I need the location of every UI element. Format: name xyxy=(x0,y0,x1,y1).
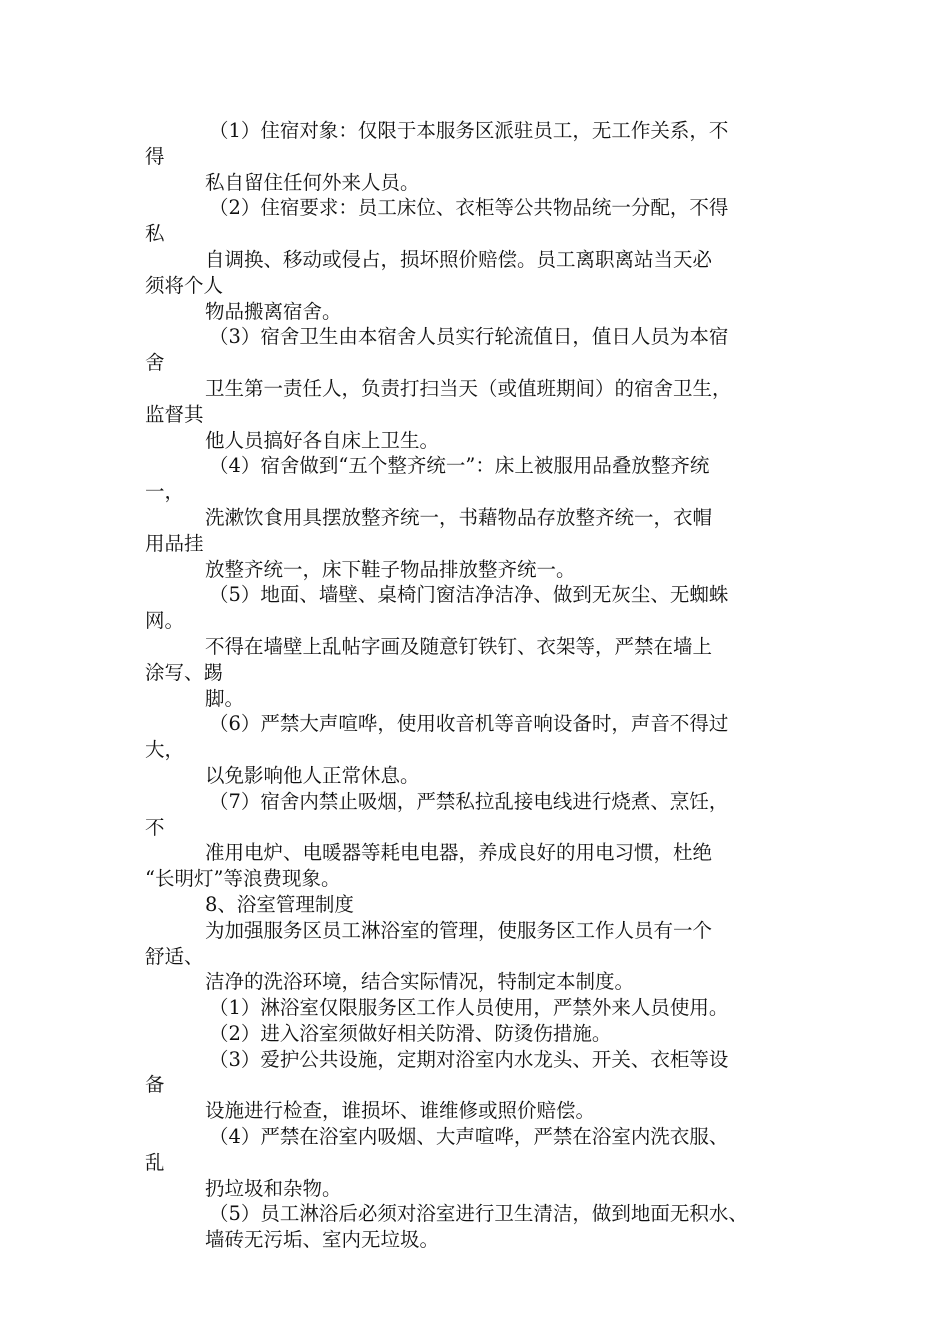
text-line: 为加强服务区员工淋浴室的管理，使服务区工作人员有一个 xyxy=(205,918,713,942)
text-line: （6）严禁大声喧哗，使用收音机等音响设备时，声音不得过 xyxy=(209,712,729,736)
text-line: 扔垃圾和杂物。 xyxy=(205,1176,342,1200)
text-line: 监督其 xyxy=(145,402,204,426)
text-line: 墙砖无污垢、室内无垃圾。 xyxy=(205,1228,440,1252)
text-line: 舍 xyxy=(145,351,165,375)
text-line: （5）地面、墙壁、桌椅门窗洁净洁净、做到无灰尘、无蜘蛛 xyxy=(209,583,729,607)
text-line: 私 xyxy=(145,222,165,246)
text-line: 8、浴室管理制度 xyxy=(205,892,354,916)
text-line: 不 xyxy=(145,815,165,839)
text-line: （1）住宿对象：仅限于本服务区派驻员工，无工作关系，不 xyxy=(209,119,729,142)
text-line: 设施进行检查，谁损坏、谁维修或照价赔偿。 xyxy=(205,1099,596,1123)
text-line: 自调换、移动或侵占，损坏照价赔偿。员工离职离站当天必 xyxy=(205,247,713,271)
text-line: （2）住宿要求：员工床位、衣柜等公共物品统一分配，不得 xyxy=(209,196,729,220)
document-body xyxy=(145,118,825,1253)
text-line: 网。 xyxy=(145,609,185,633)
text-line: （3）宿舍卫生由本宿舍人员实行轮流值日，值日人员为本宿 xyxy=(209,325,729,349)
text-line: 准用电炉、电暖器等耗电电器，养成良好的用电习惯，杜绝 xyxy=(205,841,713,865)
text-line: 一， xyxy=(145,480,185,504)
text-line: （4）严禁在浴室内吸烟、大声喧哗，严禁在浴室内洗衣服、 xyxy=(209,1125,729,1149)
text-line: 大， xyxy=(145,738,185,762)
text-line: 乱 xyxy=(145,1150,165,1174)
text-line: （7）宿舍内禁止吸烟，严禁私拉乱接电线进行烧煮、烹饪， xyxy=(209,789,729,813)
text-line: 他人员搞好各自床上卫生。 xyxy=(205,428,440,452)
text-line: 洗漱饮食用具摆放整齐统一，书藉物品存放整齐统一，衣帽 xyxy=(205,505,713,529)
text-line: 舒适、 xyxy=(145,944,204,968)
text-line: （4）宿舍做到“五个整齐统一”：床上被服用品叠放整齐统 xyxy=(209,454,710,478)
text-line: 用品挂 xyxy=(145,531,204,555)
text-line: 卫生第一责任人，负责打扫当天（或值班期间）的宿舍卫生， xyxy=(205,376,732,400)
text-line: 以免影响他人正常休息。 xyxy=(205,763,420,787)
text-line: 放整齐统一，床下鞋子物品排放整齐统一。 xyxy=(205,557,576,581)
text-line: 涂写、踢 xyxy=(145,660,224,684)
text-line: 物品搬离宿舍。 xyxy=(205,299,342,323)
text-line: 不得在墙壁上乱帖字画及随意钉铁钉、衣架等，严禁在墙上 xyxy=(205,634,713,658)
text-line: （3）爱护公共设施，定期对浴室内水龙头、开关、衣柜等设 xyxy=(209,1047,729,1071)
text-line: 私自留住任何外来人员。 xyxy=(205,170,420,194)
text-line: “长明灯”等浪费现象。 xyxy=(145,867,341,891)
text-line: （5）员工淋浴后必须对浴室进行卫生清洁，做到地面无积水、 xyxy=(209,1202,748,1226)
text-line: 备 xyxy=(145,1073,165,1097)
text-line: 得 xyxy=(145,144,165,168)
text-line: 洁净的洗浴环境，结合实际情况，特制定本制度。 xyxy=(205,970,635,994)
text-line: 脚。 xyxy=(205,686,245,710)
text-line: 须将个人 xyxy=(145,273,224,297)
text-line: （2）进入浴室须做好相关防滑、防烫伤措施。 xyxy=(209,1021,612,1045)
text-line: （1）淋浴室仅限服务区工作人员使用，严禁外来人员使用。 xyxy=(209,996,729,1020)
